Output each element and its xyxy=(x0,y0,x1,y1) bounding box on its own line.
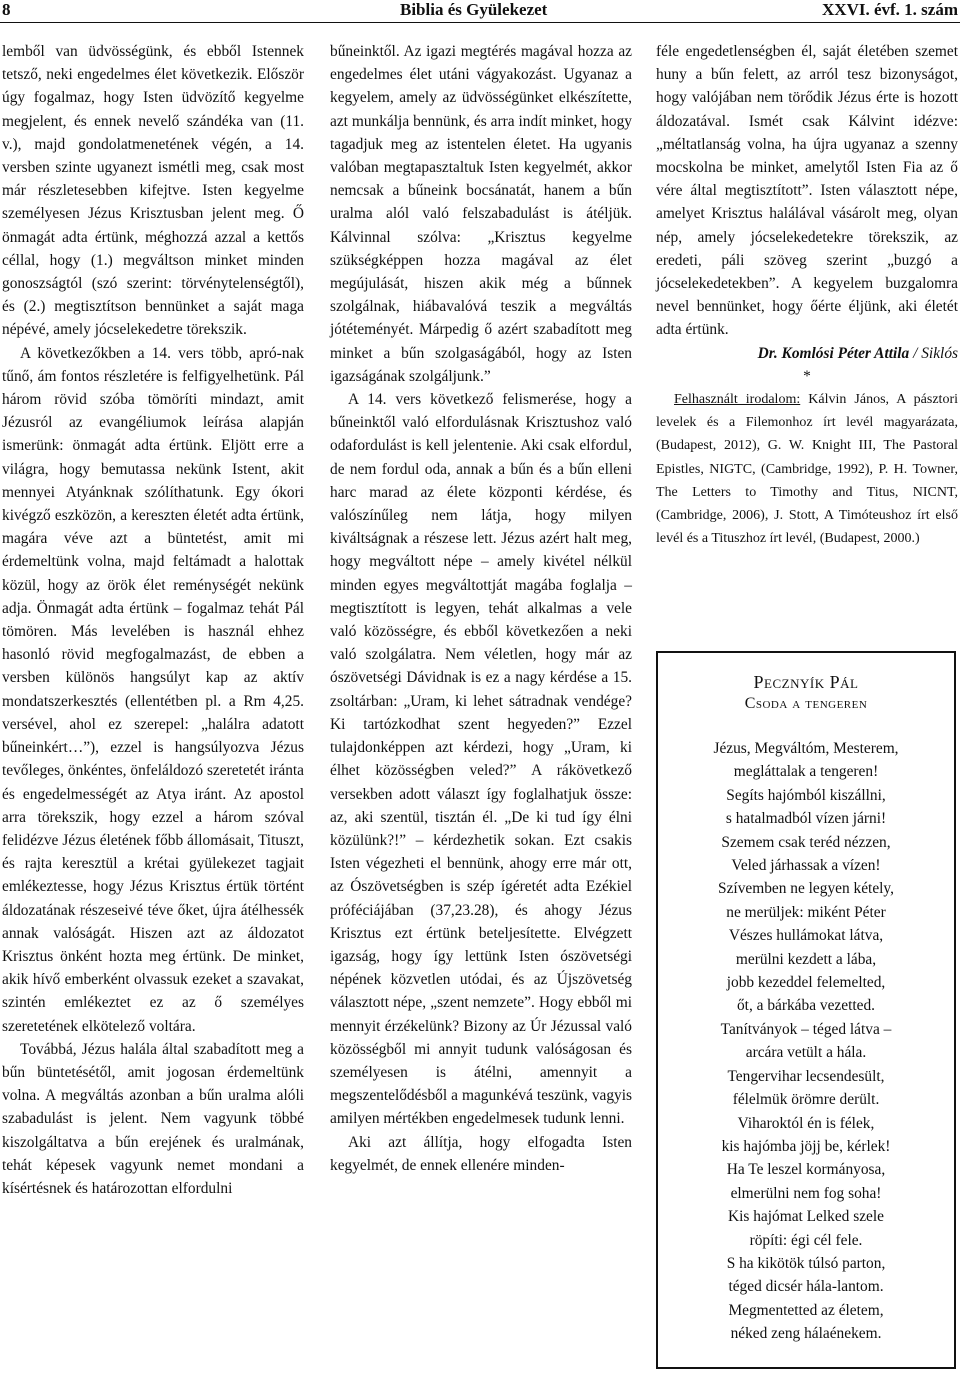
text-column-3 xyxy=(656,40,958,550)
poem-line: Ha Te leszel kormányosa, xyxy=(726,1161,886,1179)
poem-line: félelmük örömre derült. xyxy=(732,1091,880,1109)
poem-line: Veled járhassak a vízen! xyxy=(731,857,881,875)
paragraph: féle engedetlenségben él, saját életében szemet huny a bűn felett, az arról tesz bizonyságot, hogy valójában nem törődik Jézus érte is hozott áldozatával. Ismét csak Kálvint idézve: „méltatlanság volna, ha újra ugyanaz a szenny mocskolna be minket, amelytől Isten Fia az ő vére által megtisztított”. Isten választott népe, amelyet Krisztus halálával vásárolt meg, olyan nép, amely jócselekedetekre törekszik, az eredeti, páli szöveg szerint „buzgó a jócselekedetekben”. A kegyelem buzgalomra nevel bennünket, hogy őérte éljünk, aki életét adta értünk. xyxy=(656,43,958,339)
paragraph: Aki azt állítja, hogy elfogadta Isten kegyelmét, de ennek ellenére minden- xyxy=(330,1133,632,1174)
text-column-1 xyxy=(2,40,304,1200)
references-text: Kálvin János, A pásztori levelek és a Filemonhoz írt levél magyarázata, (Budapest, 2012), G. W. Knight III, The Pastoral Epistles, NIGTC, (Cambridge, 1992), P. H. Towner, The Letters to Timothy and Titus, NICNT, (Cambridge, 2006), J. Stott, A Timóteushoz írt első levél és a Tituszhoz írt levél, (Budapest, 2000.) xyxy=(656,392,958,547)
poem-lines xyxy=(658,737,954,1346)
poem-line: Szívemben ne legyen kétely, xyxy=(718,880,894,898)
poem-line: Segíts hajómból kiszállni, xyxy=(726,786,886,804)
poem-title: Csoda a tengeren xyxy=(744,695,868,712)
author-signature: Dr. Komlósi Péter Attila / Siklós xyxy=(757,344,958,362)
author-name: Dr. Komlósi Péter Attila xyxy=(757,344,910,362)
journal-title: Biblia és Gyülekezet xyxy=(400,0,548,19)
poem-author: Pecznyík Pál xyxy=(753,672,859,692)
page-number: 8 xyxy=(2,0,11,19)
references xyxy=(656,388,958,550)
poem-line: téged dicsér hála-lantom. xyxy=(728,1278,884,1296)
poem-line: Kis hajómat Lelked szele xyxy=(728,1208,884,1226)
poem-line: Megmentetted az életem, xyxy=(728,1301,884,1319)
paragraph: bűneinktől. Az igazi megtérés magával hozza az engedelmes élet utáni vágyakozást. Ugyanaz a kegyelem, amely az üdvösségünket elkészítette, azt munkálja bennünk, és arra indít minket, hogy tagadjuk meg az istentelen életet. Ha ugyanis valóban megtapasztaltuk Isten kegyelmét, akkor nemcsak a bűneink bocsánatát, hanem a bűn uralma alól való felszabadulást is átéljük. Kálvinnal szólva: „Krisztus kegyelme szükségképpen hozza magával az élet megújulását, hiszen akik még a bűnnek szolgálnak, hiábavalóvá teszik a megváltás jótéteményét. Márpedig ő azért szabadított meg minket a bűn szolgaságából, hogy az Isten igazságának szolgáljunk.” xyxy=(330,43,632,385)
poem-line: Vészes hullámokat látva, xyxy=(728,927,884,945)
paragraph: A következőkben a 14. vers több, apró-nak tűnő, ám fontos részletére is felfigyelhetünk. Pál három rövid szóba tömöríti mindazt, amit Jézusról az evangéliumok leírása alapján ismerünk: önmagát adta értünk. Eljött erre a világra, hogy bemutassa nekünk Istent, akit mennyei Atyánknak szólíthatunk. Egy ókori kivégző eszközön, a kereszten életét adta értünk, magára véve azt a büntetést, amit mi érdemeltünk volna, majd feltámadt a halottak közül, hogy az örök élet reménységét nekünk adja. Önmagát adta értünk – fogalmaz tehát Pál tömören. Más levelében is használ ehhez hasonló rövid megfogalmazást, de ebben a versben különös hangsúlyt kap az aktív mondatszerkesztés (ellentétben pl. a Rm 4,25. versével, ahol ez szerepel: „halálra adatott bűneinkért…”), ezzel is hangsúlyozva Jézus tevőleges, önkéntes, önfeláldozó szeretetét iránta és engedelmességét az Atya iránt. Az apostol arra törekszik, hogy ezzel a három szóval felidézve Jézus életének főbb állomásait, Tituszt, és rajta keresztül a krétai gyülekezet tagjait emlékeztesse, hogy Jézus Krisztus értük történt áldozatának részeseivé téve őket, újra átélhessék annak valóságát. Hiszen azt az áldozatot Krisztus önként hozta meg értünk. De minket, akik hívő emberként olvassuk ezeket a szavakat, szintén emlékeztet ez az ő személyes szeretetének elkötelező voltára. xyxy=(2,344,304,1035)
poem-line: néked zeng hálaénekem. xyxy=(730,1325,882,1343)
poem-line: ne merüljek: miként Péter xyxy=(726,903,886,921)
section-separator: * xyxy=(803,367,811,385)
text-column-2 xyxy=(330,40,632,1177)
poem-line: Viharoktól én is félek, xyxy=(737,1114,875,1132)
issue-label: XXVI. évf. 1. szám xyxy=(822,0,958,19)
poem-line: Tengervihar lecsendesült, xyxy=(727,1067,885,1085)
poem-line: S ha kikötök túlsó parton, xyxy=(726,1254,886,1272)
author-place: Siklós xyxy=(921,344,958,362)
paragraph: Továbbá, Jézus halála által szabadított meg a bűn büntetésétől, amit jogosan érdemeltünk volna. A megváltás azonban a bűn uralma alóli szabadulást is jelent. Nem vagyunk többé kiszolgáltatva a bűn erejének és uralmának, tehát képesek vagyunk nemet mondani a kísértésnek és határozottan elfordulni xyxy=(2,1040,304,1197)
references-label: Felhasznált irodalom: xyxy=(674,392,801,408)
poem-line: Jézus, Megváltóm, Mesterem, xyxy=(713,740,899,757)
page-header xyxy=(0,0,960,23)
poem-line: s hatalmadból vízen járni! xyxy=(725,810,887,828)
poem-line: őt, a bárkába vezetted. xyxy=(736,997,875,1015)
poem-line: röpíti: égi cél fele. xyxy=(749,1231,863,1249)
paragraph: A 14. vers következő felismerése, hogy a bűneinktől való elfordulásnak Krisztushoz való odafordulást is kell jelentenie. Aki csak elfordul, de nem fordul oda, annak a bűn és a bűn elleni harc marad az élete központi kérdése, és valószínűleg nem látja, hogy milyen kiváltságnak a részese lett. Jézus azért halt meg, hogy megváltott népe – amely kivétel nélkül minden egyes megváltottját magába foglalja – megtisztított is legyen, tehát alkalmas a vele való közösségre, és ebből következően a neki való szolgálatra. Nem véletlen, hogy már az ószövetségi Dávidnak is ez a nagy kérdése a 15. zsoltárban: „Uram, ki lehet sátradnak vendége? Ki tartózkodhat szent hegyeden?” Ezzel tulajdonképpen azt kérdezi, hogy „Uram, ki élhet közösségben veled?” A rákövetkező versekben adott választ így foglalhatjuk össze: az, aki szentül, tisztán él. „De ki tud így élni közülünk?!” – kérdezhetik sokan. Ezt csakis Isten végezheti el bennünk, ahogy erre már ott, az Ószövetségben is szép ígéretét adta Ezékiel próféciájában (37,23.28), és ahogy Jézus Krisztus ezt értünk beteljesítette. Elvégzett igazság, hogy így lettünk Isten ószövetségi népének közvetlen utódai, és az Újszövetség választott népe, „szent nemzete”. Hogy ebből mi mennyit érzékelünk? Bizony az Úr Jézussal való közösségből mi annyit tudunk valóságosan és személyesen is átélni, amennyit a megszentelődésből a magunkévá teszünk, vagyis amilyen mértékben engedelmesek tudunk lenni. xyxy=(330,391,632,1128)
poem-line: kis hajómba jöjj be, kérlek! xyxy=(721,1137,891,1155)
poem-line: merülni kezdett a lába, xyxy=(735,950,877,968)
poem-line: arcára vetült a hála. xyxy=(745,1044,867,1062)
poem-box xyxy=(656,651,956,1369)
poem-line: elmerülni nem fog soha! xyxy=(730,1184,882,1202)
poem-line: Szemem csak teréd nézzen, xyxy=(721,833,891,851)
paragraph: lemből van üdvösségünk, és ebből Istennek tetsző, neki engedelmes élet következik. Először úgy fogalmaz, hogy Isten üdvözítő kegyelme megjelent, és ennek nevelő szándéka van (11. v.), majd gondolatmenetének végén, a 14. versben szinte ugyanezt ismétli meg, csak most már részletesebben kifejtve. Isten kegyelme személyesen Jézus Krisztusban jelent meg. Ő önmagát adta értünk, méghozzá azzal a kettős céllal, hogy (1.) megváltson minket minden gonoszságtól (szó szerint: törvénytelenségtől), és (2.) megtisztítson bennünket a saját maga népévé, amely jócselekedetre törekszik. xyxy=(2,43,304,339)
poem-line: megláttalak a tengeren! xyxy=(733,763,879,781)
poem-line: jobb kezeddel felemelted, xyxy=(726,974,886,992)
poem-line: Tanítványok – téged látva – xyxy=(720,1020,892,1038)
